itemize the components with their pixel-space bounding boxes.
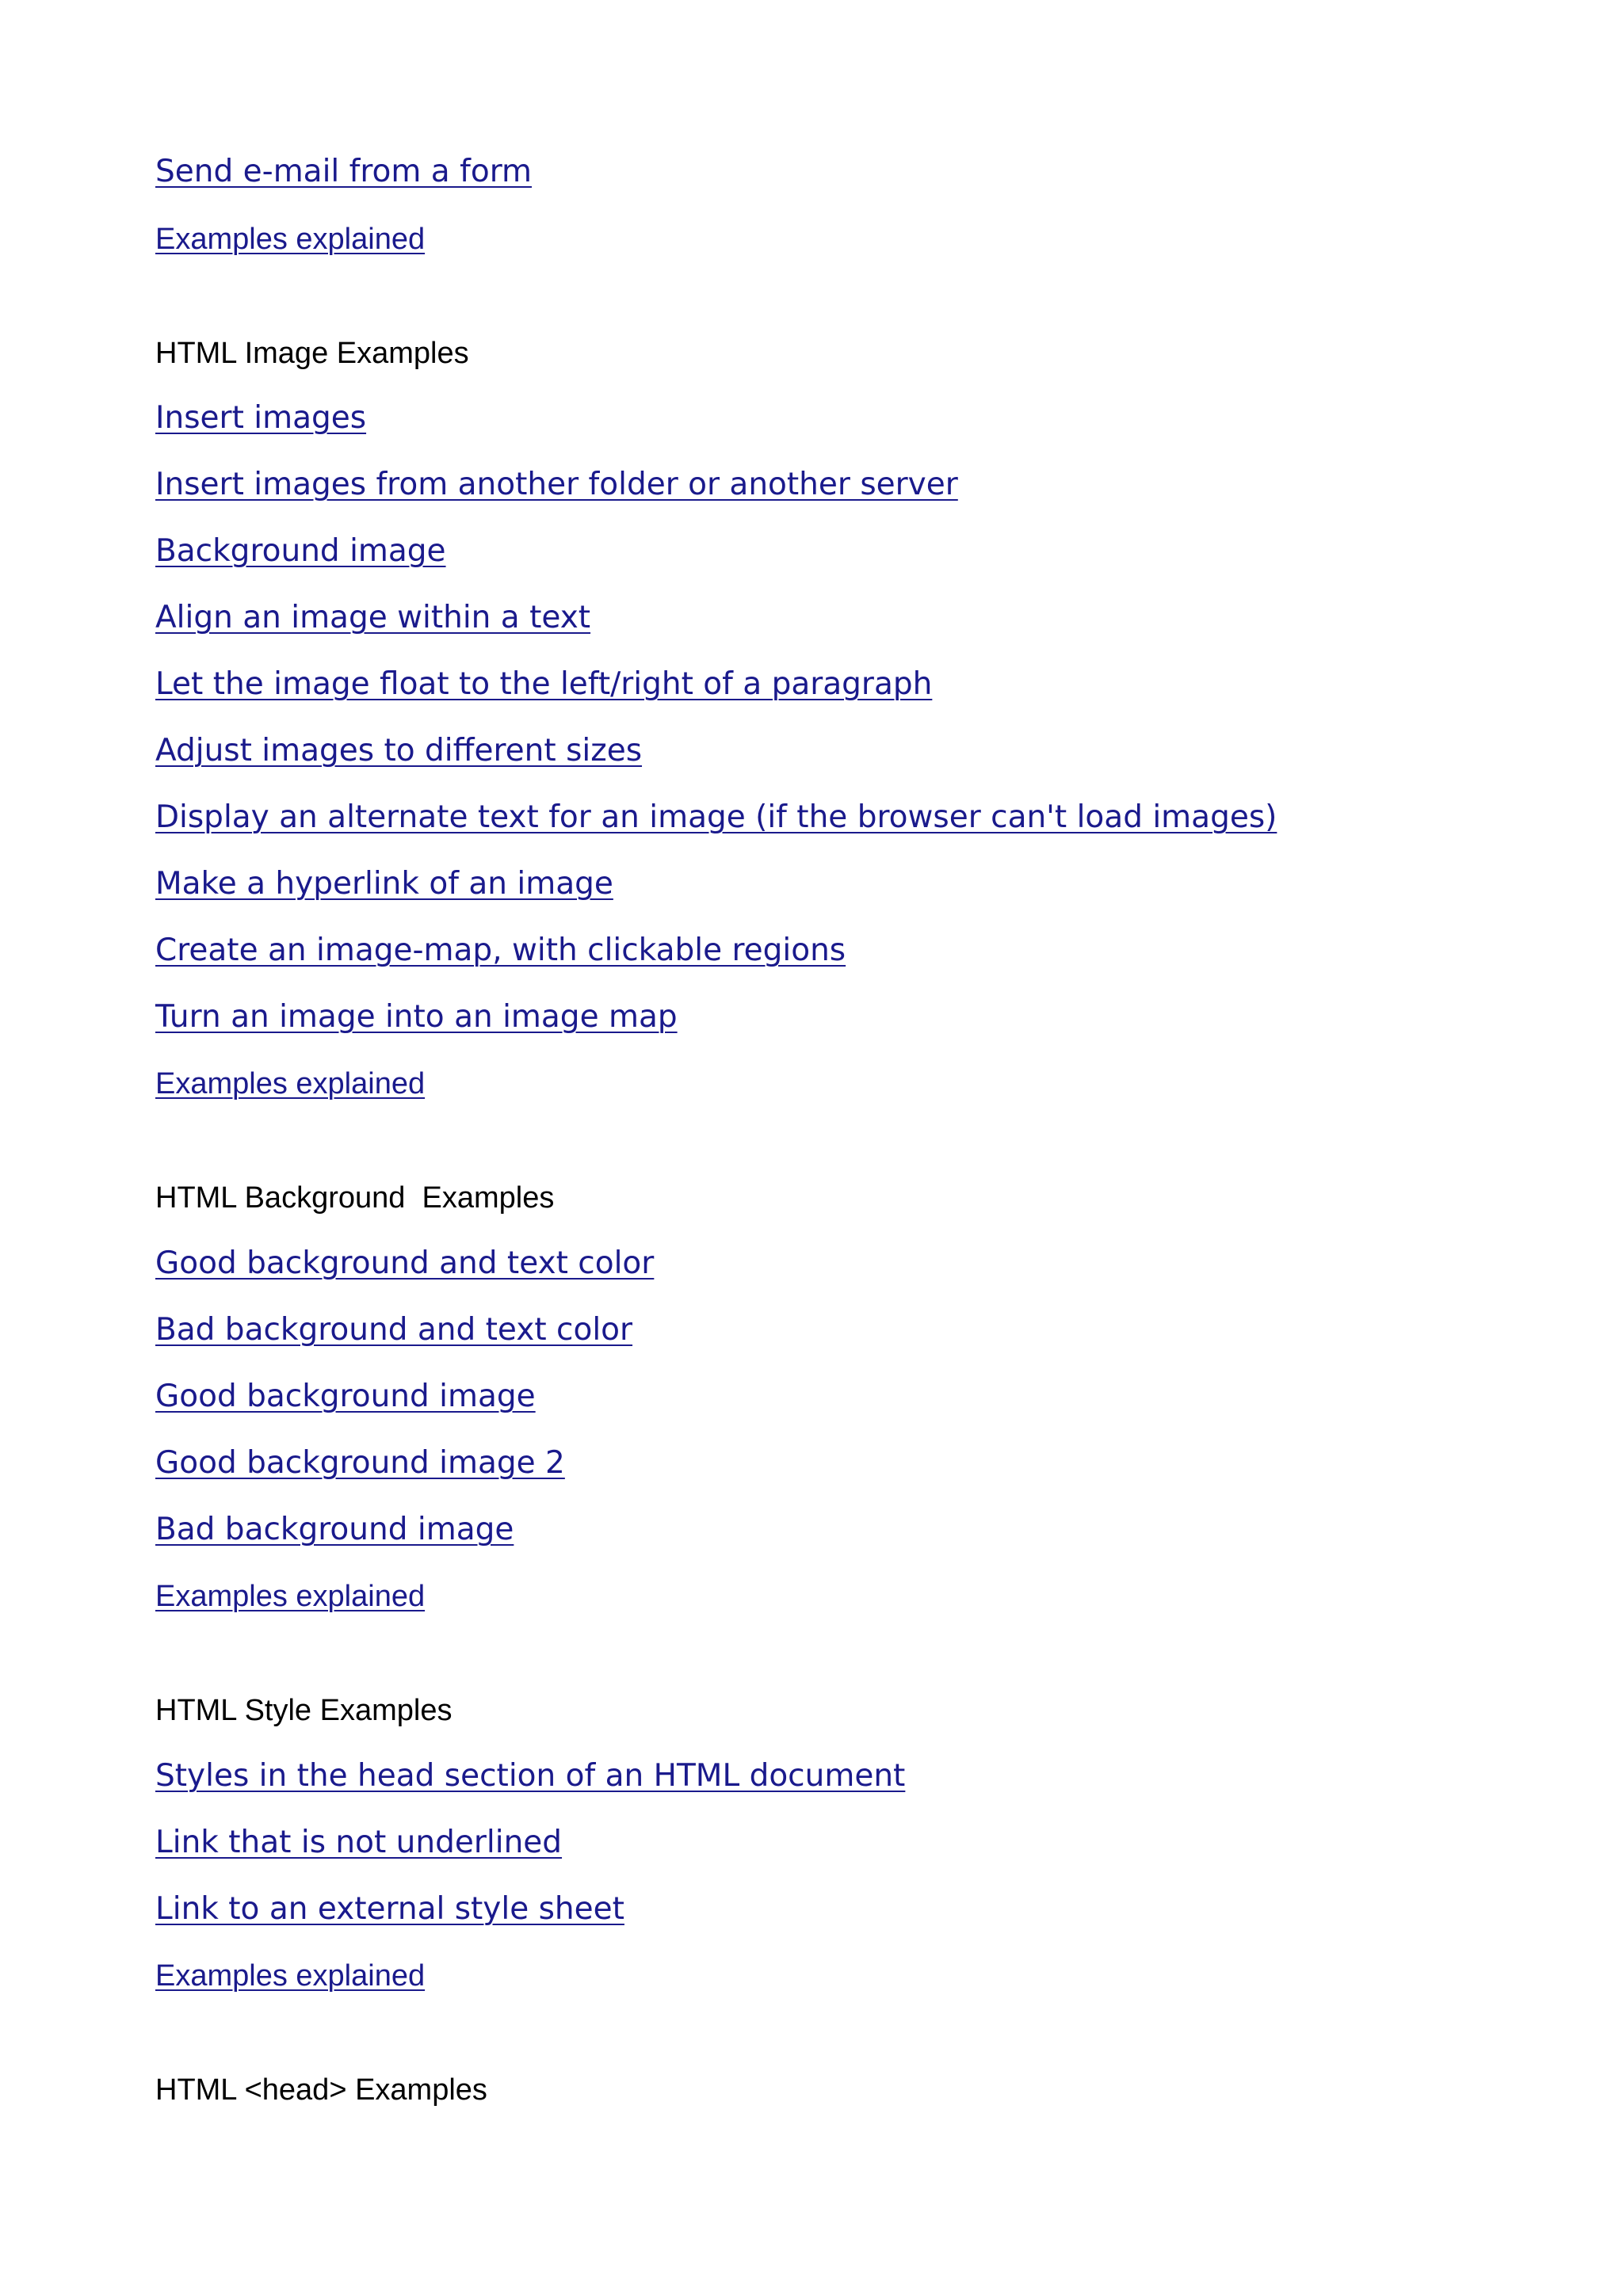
link-examples-explained-form[interactable]: Examples explained — [155, 223, 426, 256]
link-bad-background-text-color[interactable]: Bad background and text color — [155, 1312, 633, 1348]
link-adjust-image-sizes[interactable]: Adjust images to different sizes — [155, 733, 643, 769]
link-background-image[interactable]: Background image — [155, 533, 446, 569]
heading-html-image-examples: HTML Image Examples — [155, 337, 469, 370]
heading-html-style-examples: HTML Style Examples — [155, 1694, 453, 1727]
link-insert-images-another-folder[interactable]: Insert images from another folder or another server — [155, 467, 958, 502]
link-examples-explained-style[interactable]: Examples explained — [155, 1959, 426, 1993]
link-create-image-map[interactable]: Create an image-map, with clickable regions — [155, 933, 846, 968]
link-hyperlink-of-image[interactable]: Make a hyperlink of an image — [155, 866, 613, 902]
link-styles-in-head[interactable]: Styles in the head section of an HTML document — [155, 1758, 906, 1794]
heading-html-head-examples: HTML <head> Examples — [155, 2073, 487, 2107]
link-external-style-sheet[interactable]: Link to an external style sheet — [155, 1891, 624, 1927]
link-good-background-text-color[interactable]: Good background and text color — [155, 1245, 655, 1281]
link-good-background-image[interactable]: Good background image — [155, 1379, 536, 1414]
link-send-email-from-form[interactable]: Send e-mail from a form — [155, 154, 533, 189]
link-good-background-image-2[interactable]: Good background image 2 — [155, 1445, 565, 1481]
heading-html-background-examples: HTML Background Examples — [155, 1181, 555, 1215]
link-examples-explained-image[interactable]: Examples explained — [155, 1067, 426, 1100]
link-insert-images[interactable]: Insert images — [155, 400, 367, 436]
link-examples-explained-background[interactable]: Examples explained — [155, 1580, 426, 1613]
link-align-image-within-text[interactable]: Align an image within a text — [155, 600, 591, 635]
link-image-float[interactable]: Let the image float to the left/right of a paragraph — [155, 666, 933, 702]
link-alternate-text[interactable]: Display an alternate text for an image (if the browser can't load images) — [155, 799, 1277, 835]
link-bad-background-image[interactable]: Bad background image — [155, 1512, 514, 1547]
link-turn-image-into-map[interactable]: Turn an image into an image map — [155, 999, 678, 1035]
link-not-underlined[interactable]: Link that is not underlined — [155, 1825, 563, 1860]
